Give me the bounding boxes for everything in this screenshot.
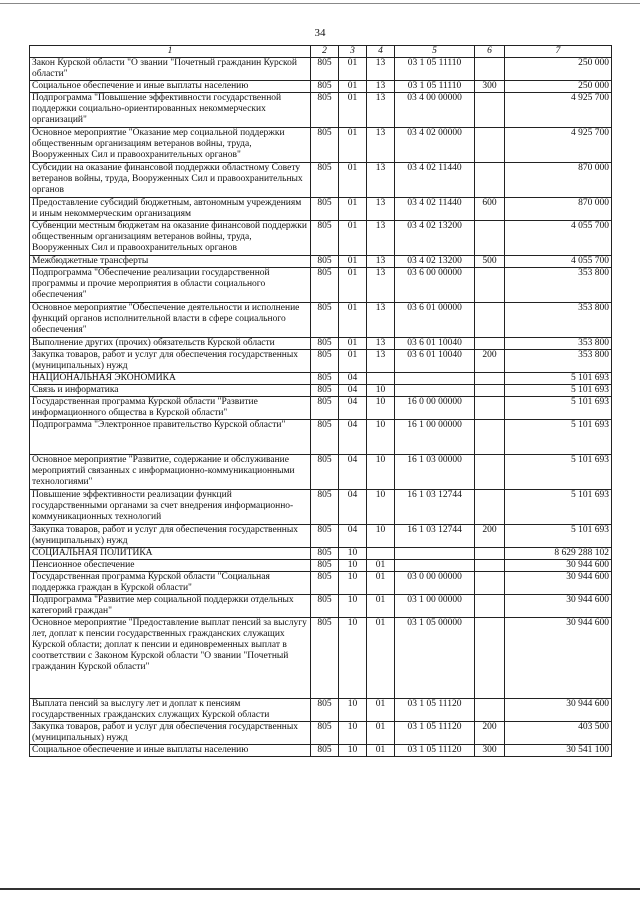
row-value-cell: 03 4 02 13200 (395, 221, 475, 256)
table-row (30, 455, 612, 490)
row-value-cell: 200 (475, 525, 505, 548)
page-number: 34 (314, 27, 326, 39)
row-name-cell: Пенсионное обеспечение (30, 560, 311, 572)
table-row (30, 745, 612, 757)
table-row (30, 221, 612, 256)
row-name-cell: Предоставление субсидий бюджетным, автономным учреждениям и иным некоммерческим организациям (30, 198, 311, 221)
row-value-cell: 4 925 700 (505, 128, 612, 163)
row-value-cell: 805 (311, 81, 339, 93)
row-value-cell: 30 944 600 (505, 595, 612, 618)
row-value-cell: 03 6 00 00000 (395, 268, 475, 303)
row-value-cell (367, 548, 395, 560)
row-value-cell: 805 (311, 420, 339, 455)
budget-table (29, 45, 612, 757)
row-value-cell: 805 (311, 338, 339, 350)
row-value-cell: 01 (367, 618, 395, 699)
row-value-cell (475, 303, 505, 338)
row-name-cell: Основное мероприятие "Развитие, содержание и обслуживание мероприятий связанных с информационно-коммуникационными технологиями" (30, 455, 311, 490)
row-name-cell: Субвенции местным бюджетам на оказание финансовой поддержки общественным организациям ветеранов войны, труда, Вооруженных Сил и правоохранительных органов (30, 221, 311, 256)
row-value-cell: 600 (475, 198, 505, 221)
row-value-cell: 805 (311, 385, 339, 397)
row-value-cell (475, 560, 505, 572)
table-row (30, 256, 612, 268)
row-value-cell: 10 (367, 420, 395, 455)
row-value-cell: 8 629 288 102 (505, 548, 612, 560)
row-value-cell: 10 (367, 455, 395, 490)
row-value-cell: 04 (339, 420, 367, 455)
row-value-cell: 03 4 02 11440 (395, 163, 475, 198)
row-value-cell: 13 (367, 338, 395, 350)
table-row (30, 595, 612, 618)
row-value-cell: 403 500 (505, 722, 612, 745)
table-row (30, 373, 612, 385)
table-row (30, 490, 612, 525)
row-value-cell: 01 (339, 198, 367, 221)
row-value-cell: 01 (339, 338, 367, 350)
header-cell: 4 (367, 46, 395, 58)
header-row (30, 46, 612, 58)
row-value-cell: 04 (339, 385, 367, 397)
row-value-cell: 805 (311, 560, 339, 572)
row-value-cell: 13 (367, 256, 395, 268)
row-name-cell: Связь и информатика (30, 385, 311, 397)
row-value-cell: 5 101 693 (505, 525, 612, 548)
row-value-cell: 353 800 (505, 268, 612, 303)
table-row (30, 560, 612, 572)
row-value-cell: 04 (339, 525, 367, 548)
row-value-cell (475, 699, 505, 722)
row-value-cell: 16 1 00 00000 (395, 420, 475, 455)
row-value-cell: 03 1 05 11120 (395, 722, 475, 745)
row-value-cell: 300 (475, 81, 505, 93)
row-value-cell: 870 000 (505, 198, 612, 221)
row-value-cell: 01 (339, 256, 367, 268)
row-value-cell: 5 101 693 (505, 385, 612, 397)
row-value-cell: 805 (311, 525, 339, 548)
row-name-cell: Закупка товаров, работ и услуг для обеспечения государственных (муниципальных) нужд (30, 525, 311, 548)
row-value-cell (475, 572, 505, 595)
row-value-cell: 300 (475, 745, 505, 757)
row-value-cell: 805 (311, 595, 339, 618)
row-value-cell: 805 (311, 268, 339, 303)
row-value-cell: 353 800 (505, 338, 612, 350)
row-name-cell: Подпрограмма "Электронное правительство Курской области" (30, 420, 311, 455)
row-value-cell: 805 (311, 303, 339, 338)
row-value-cell: 805 (311, 198, 339, 221)
row-value-cell: 805 (311, 397, 339, 420)
row-value-cell: 03 1 05 11110 (395, 81, 475, 93)
row-value-cell: 10 (339, 618, 367, 699)
row-value-cell: 805 (311, 256, 339, 268)
header-cell: 2 (311, 46, 339, 58)
row-value-cell: 13 (367, 128, 395, 163)
row-name-cell: Основное мероприятие "Предоставление выплат пенсий за выслугу лет, доплат к пенсии государственных гражданских служащих Курской области; доплат к пенсии и единовременных выплат в соответствии с Законом Курской области "О звании "Почетный гражданин Курской области" (30, 618, 311, 699)
row-value-cell: 805 (311, 455, 339, 490)
row-value-cell (475, 128, 505, 163)
row-value-cell: 01 (367, 722, 395, 745)
row-value-cell: 10 (339, 548, 367, 560)
row-value-cell: 01 (367, 572, 395, 595)
row-value-cell: 10 (367, 525, 395, 548)
row-value-cell: 03 4 02 11440 (395, 198, 475, 221)
row-name-cell: Государственная программа Курской области "Развитие информационного общества в Курской области" (30, 397, 311, 420)
row-value-cell: 30 944 600 (505, 560, 612, 572)
row-value-cell: 10 (339, 560, 367, 572)
row-value-cell: 01 (339, 128, 367, 163)
bottom-rule (0, 888, 640, 890)
row-value-cell: 30 541 100 (505, 745, 612, 757)
row-value-cell: 03 1 05 11110 (395, 58, 475, 81)
table-row (30, 58, 612, 81)
row-value-cell: 16 0 00 00000 (395, 397, 475, 420)
row-value-cell: 805 (311, 350, 339, 373)
row-name-cell: Закупка товаров, работ и услуг для обеспечения государственных (муниципальных) нужд (30, 722, 311, 745)
row-value-cell (475, 373, 505, 385)
row-value-cell: 13 (367, 163, 395, 198)
row-name-cell: Социальное обеспечение и иные выплаты населению (30, 81, 311, 93)
row-value-cell: 01 (339, 221, 367, 256)
table-row (30, 722, 612, 745)
row-value-cell (367, 373, 395, 385)
row-value-cell: 805 (311, 163, 339, 198)
row-value-cell: 805 (311, 58, 339, 81)
row-value-cell: 10 (367, 490, 395, 525)
row-value-cell: 5 101 693 (505, 490, 612, 525)
row-value-cell: 13 (367, 221, 395, 256)
row-name-cell: Закупка товаров, работ и услуг для обеспечения государственных (муниципальных) нужд (30, 350, 311, 373)
row-value-cell: 805 (311, 93, 339, 128)
row-value-cell: 03 6 01 00000 (395, 303, 475, 338)
row-value-cell: 01 (367, 745, 395, 757)
table-body (30, 58, 612, 757)
row-value-cell: 5 101 693 (505, 420, 612, 455)
table-row (30, 198, 612, 221)
row-value-cell (475, 93, 505, 128)
row-value-cell: 13 (367, 81, 395, 93)
row-value-cell: 500 (475, 256, 505, 268)
row-value-cell: 13 (367, 198, 395, 221)
row-value-cell: 5 101 693 (505, 455, 612, 490)
row-value-cell (475, 385, 505, 397)
top-rule (0, 3, 640, 4)
row-value-cell: 03 4 00 00000 (395, 93, 475, 128)
row-name-cell: Выполнение других (прочих) обязательств Курской области (30, 338, 311, 350)
row-value-cell: 10 (339, 595, 367, 618)
row-value-cell: 10 (339, 572, 367, 595)
row-value-cell: 01 (339, 81, 367, 93)
row-value-cell: 03 6 01 10040 (395, 350, 475, 373)
row-value-cell: 4 055 700 (505, 256, 612, 268)
table-row (30, 397, 612, 420)
row-value-cell: 03 1 00 00000 (395, 595, 475, 618)
row-value-cell: 805 (311, 745, 339, 757)
row-value-cell (475, 455, 505, 490)
row-value-cell: 250 000 (505, 81, 612, 93)
row-value-cell: 03 4 02 13200 (395, 256, 475, 268)
table-row (30, 93, 612, 128)
row-name-cell: Основное мероприятие "Обеспечение деятельности и исполнение функций органов исполнительной власти в сфере социального обеспечения" (30, 303, 311, 338)
table-row (30, 548, 612, 560)
row-value-cell: 13 (367, 58, 395, 81)
table-row (30, 163, 612, 198)
row-value-cell (475, 548, 505, 560)
row-value-cell: 13 (367, 303, 395, 338)
table-row (30, 385, 612, 397)
row-value-cell: 03 0 00 00000 (395, 572, 475, 595)
row-value-cell (475, 618, 505, 699)
row-value-cell: 04 (339, 490, 367, 525)
row-value-cell (395, 560, 475, 572)
row-name-cell: Межбюджетные трансферты (30, 256, 311, 268)
row-value-cell (475, 163, 505, 198)
row-value-cell: 04 (339, 397, 367, 420)
table-row (30, 128, 612, 163)
row-value-cell: 10 (339, 745, 367, 757)
row-value-cell (395, 385, 475, 397)
row-value-cell: 10 (367, 397, 395, 420)
row-name-cell: Субсидии на оказание финансовой поддержки областному Совету ветеранов войны, труда, Вооруженных Сил и правоохранительных органов (30, 163, 311, 198)
row-name-cell: Повышение эффективности реализации функций государственными органами за счет внедрения информационно-коммуникационных технологий (30, 490, 311, 525)
row-value-cell: 03 1 05 11120 (395, 699, 475, 722)
row-name-cell: Социальное обеспечение и иные выплаты населению (30, 745, 311, 757)
table-row (30, 268, 612, 303)
table-row (30, 572, 612, 595)
table-row (30, 303, 612, 338)
row-name-cell: Подпрограмма "Обеспечение реализации государственной программы и прочие мероприятия в области социального обеспечения" (30, 268, 311, 303)
row-value-cell: 01 (367, 560, 395, 572)
row-value-cell: 01 (339, 93, 367, 128)
row-value-cell: 805 (311, 221, 339, 256)
row-value-cell (395, 373, 475, 385)
row-value-cell: 16 1 03 12744 (395, 525, 475, 548)
row-value-cell: 13 (367, 93, 395, 128)
row-name-cell: СОЦИАЛЬНАЯ ПОЛИТИКА (30, 548, 311, 560)
row-value-cell: 250 000 (505, 58, 612, 81)
row-value-cell: 10 (339, 722, 367, 745)
row-value-cell (475, 490, 505, 525)
row-value-cell: 01 (339, 268, 367, 303)
row-value-cell: 5 101 693 (505, 373, 612, 385)
row-value-cell: 805 (311, 699, 339, 722)
table-row (30, 350, 612, 373)
row-value-cell: 01 (339, 303, 367, 338)
row-value-cell: 03 1 05 00000 (395, 618, 475, 699)
row-name-cell: Выплата пенсий за выслугу лет и доплат к пенсиям государственных гражданских служащих Курской области (30, 699, 311, 722)
row-name-cell: НАЦИОНАЛЬНАЯ ЭКОНОМИКА (30, 373, 311, 385)
row-value-cell: 30 944 600 (505, 699, 612, 722)
row-value-cell (475, 338, 505, 350)
row-value-cell: 4 925 700 (505, 93, 612, 128)
row-value-cell: 200 (475, 350, 505, 373)
row-value-cell: 200 (475, 722, 505, 745)
table-row (30, 699, 612, 722)
table-row (30, 618, 612, 699)
row-value-cell (475, 221, 505, 256)
row-value-cell: 353 800 (505, 350, 612, 373)
table-row (30, 525, 612, 548)
row-value-cell: 5 101 693 (505, 397, 612, 420)
row-value-cell: 03 4 02 00000 (395, 128, 475, 163)
row-value-cell: 805 (311, 548, 339, 560)
row-value-cell: 16 1 03 00000 (395, 455, 475, 490)
header-cell: 1 (30, 46, 311, 58)
row-value-cell: 805 (311, 572, 339, 595)
row-value-cell: 805 (311, 618, 339, 699)
row-value-cell: 13 (367, 268, 395, 303)
row-value-cell: 01 (339, 58, 367, 81)
row-value-cell: 10 (367, 385, 395, 397)
row-value-cell: 805 (311, 373, 339, 385)
row-value-cell: 04 (339, 373, 367, 385)
row-value-cell: 13 (367, 350, 395, 373)
row-name-cell: Государственная программа Курской области "Социальная поддержка граждан в Курской области" (30, 572, 311, 595)
row-value-cell (475, 58, 505, 81)
row-value-cell: 10 (339, 699, 367, 722)
row-value-cell: 30 944 600 (505, 572, 612, 595)
row-value-cell: 4 055 700 (505, 221, 612, 256)
row-value-cell: 01 (339, 163, 367, 198)
row-value-cell: 353 800 (505, 303, 612, 338)
row-name-cell: Подпрограмма "Повышение эффективности государственной поддержки социально-ориентированных некоммерческих организаций" (30, 93, 311, 128)
row-value-cell: 04 (339, 455, 367, 490)
row-value-cell: 805 (311, 722, 339, 745)
row-value-cell (475, 268, 505, 303)
row-name-cell: Подпрограмма "Развитие мер социальной поддержки отдельных категорий граждан" (30, 595, 311, 618)
row-value-cell (475, 595, 505, 618)
table-row (30, 420, 612, 455)
row-value-cell: 805 (311, 490, 339, 525)
header-cell: 7 (505, 46, 612, 58)
row-value-cell: 16 1 03 12744 (395, 490, 475, 525)
row-value-cell: 01 (339, 350, 367, 373)
row-value-cell: 03 6 01 10040 (395, 338, 475, 350)
row-value-cell (475, 397, 505, 420)
header-cell: 6 (475, 46, 505, 58)
header-cell: 3 (339, 46, 367, 58)
row-value-cell: 870 000 (505, 163, 612, 198)
row-value-cell: 01 (367, 595, 395, 618)
row-value-cell (475, 420, 505, 455)
row-value-cell (395, 548, 475, 560)
row-name-cell: Закон Курской области "О звании "Почетный гражданин Курской области" (30, 58, 311, 81)
row-value-cell: 30 944 600 (505, 618, 612, 699)
row-value-cell: 01 (367, 699, 395, 722)
header-cell: 5 (395, 46, 475, 58)
row-value-cell: 03 1 05 11120 (395, 745, 475, 757)
row-value-cell: 805 (311, 128, 339, 163)
table-row (30, 81, 612, 93)
row-name-cell: Основное мероприятие "Оказание мер социальной поддержки общественным организациям ветеранов войны, труда, Вооруженных Сил и правоохранительных органов" (30, 128, 311, 163)
table-row (30, 338, 612, 350)
